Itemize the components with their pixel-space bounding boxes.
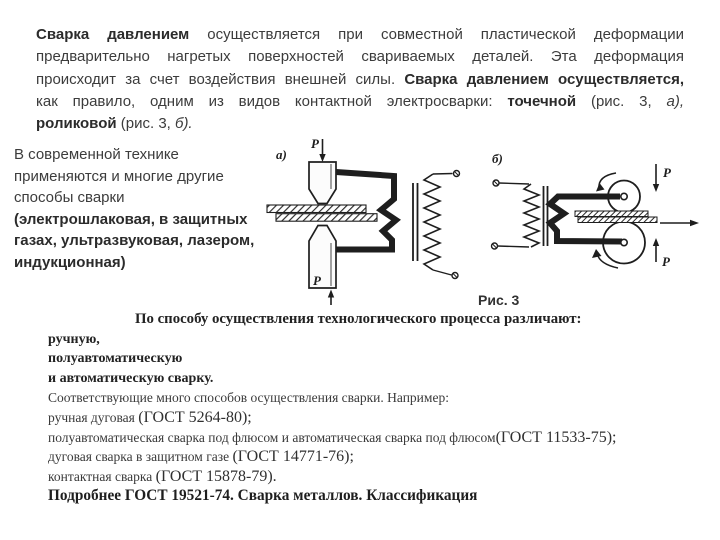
gost-reference: (ГОСТ 11533-75); — [495, 428, 617, 446]
terminal-lead — [499, 183, 529, 184]
upper-sheet — [575, 211, 648, 217]
roller-hub — [621, 193, 627, 199]
side-note-line-bold: (электрошлаковая, в защитных — [14, 210, 248, 228]
primary-winding-coil — [424, 174, 440, 270]
upper-electrode — [309, 162, 336, 204]
intro-text: как правило, одним из видов контактной электросварки: — [36, 92, 508, 110]
example-line — [48, 428, 716, 448]
arrowhead-icon — [319, 154, 325, 162]
intro-term-pressure-welding: Сварка давлением — [36, 26, 190, 43]
intro-text: (рис. 3, — [116, 115, 175, 133]
intro-text: (рис. 3, — [576, 92, 667, 110]
example-text: контактная сварка — [48, 468, 156, 484]
gost-reference: (ГОСТ 14771-76); — [232, 448, 354, 466]
side-note-line: способы сварки — [14, 189, 125, 206]
intro-text: происходит за счет воздействия внешней силы. — [36, 70, 405, 88]
arrowhead-icon — [653, 238, 659, 246]
gost-reference: (ГОСТ 5264-80); — [138, 408, 252, 426]
example-text: полуавтоматическая сварка под флюсом и автоматическая сварка под флюсом — [48, 429, 496, 445]
upper-sheet — [267, 205, 366, 213]
intro-term-roller: роликовой — [36, 115, 117, 133]
side-note-line-bold: газах, ультразвуковая, лазером, — [14, 232, 255, 249]
intro-text: предварительно нагретых поверхностей свариваемых деталей. Эта деформация — [36, 48, 684, 66]
seam-welding-diagram — [492, 151, 700, 269]
diagram-a-label: а) — [276, 147, 287, 162]
classification-item: ручную, — [48, 331, 100, 347]
arrowhead-icon — [328, 290, 334, 298]
force-p-label-top-left: P — [311, 136, 319, 151]
classification-footer: Подробнее ГОСТ 19521-74. Сварка металлов. Классификация — [48, 487, 478, 505]
arrowhead-icon — [592, 249, 602, 258]
example-line — [48, 408, 716, 428]
side-note-line: В современной технике — [14, 146, 179, 163]
arrowhead-icon — [653, 184, 659, 192]
intro-fig-ref-b: б). — [175, 115, 193, 133]
primary-winding-coil — [524, 184, 539, 247]
terminal-lead — [498, 246, 530, 247]
force-p-label-top-right: P — [663, 165, 671, 180]
lower-sheet — [276, 214, 377, 222]
force-p-label-bottom-right: P — [662, 254, 670, 269]
side-note-line: применяются и многие другие — [14, 167, 224, 185]
example-line — [48, 467, 716, 487]
example-text: ручная дуговая — [48, 409, 139, 425]
example-line — [48, 447, 716, 467]
example-text: дуговая сварка в защитном газе — [48, 449, 233, 465]
side-note-line-bold: индукционная) — [14, 253, 126, 271]
arrowhead-icon — [596, 183, 605, 192]
gost-reference: (ГОСТ 15878-79). — [155, 467, 277, 485]
diagram-b-label: б) — [492, 151, 503, 166]
classification-item: полуавтоматическую — [48, 351, 183, 367]
intro-text: осуществляется при совместной пластической деформации — [189, 26, 684, 43]
classification-heading: По способу осуществления технологического процесса различают: — [135, 311, 582, 327]
spot-welding-diagram — [267, 136, 460, 305]
roller-hub — [621, 239, 627, 245]
examples-intro: Соответствующие много способов осуществления сварки. Например: — [48, 390, 449, 406]
lower-sheet — [578, 217, 657, 223]
terminal-lead — [433, 270, 452, 275]
terminal-lead — [433, 174, 453, 175]
intro-term-repeat: Сварка давлением осуществляется, — [404, 70, 684, 88]
force-p-label-bottom-left: P — [313, 273, 321, 288]
classification-block — [48, 310, 716, 506]
figure-caption: Рис. 3 — [478, 292, 520, 308]
classification-item: и автоматическую сварку. — [48, 370, 214, 386]
intro-term-spot: точечной — [507, 92, 577, 110]
arrowhead-icon — [690, 220, 699, 226]
intro-fig-ref-a: а), — [666, 92, 684, 110]
